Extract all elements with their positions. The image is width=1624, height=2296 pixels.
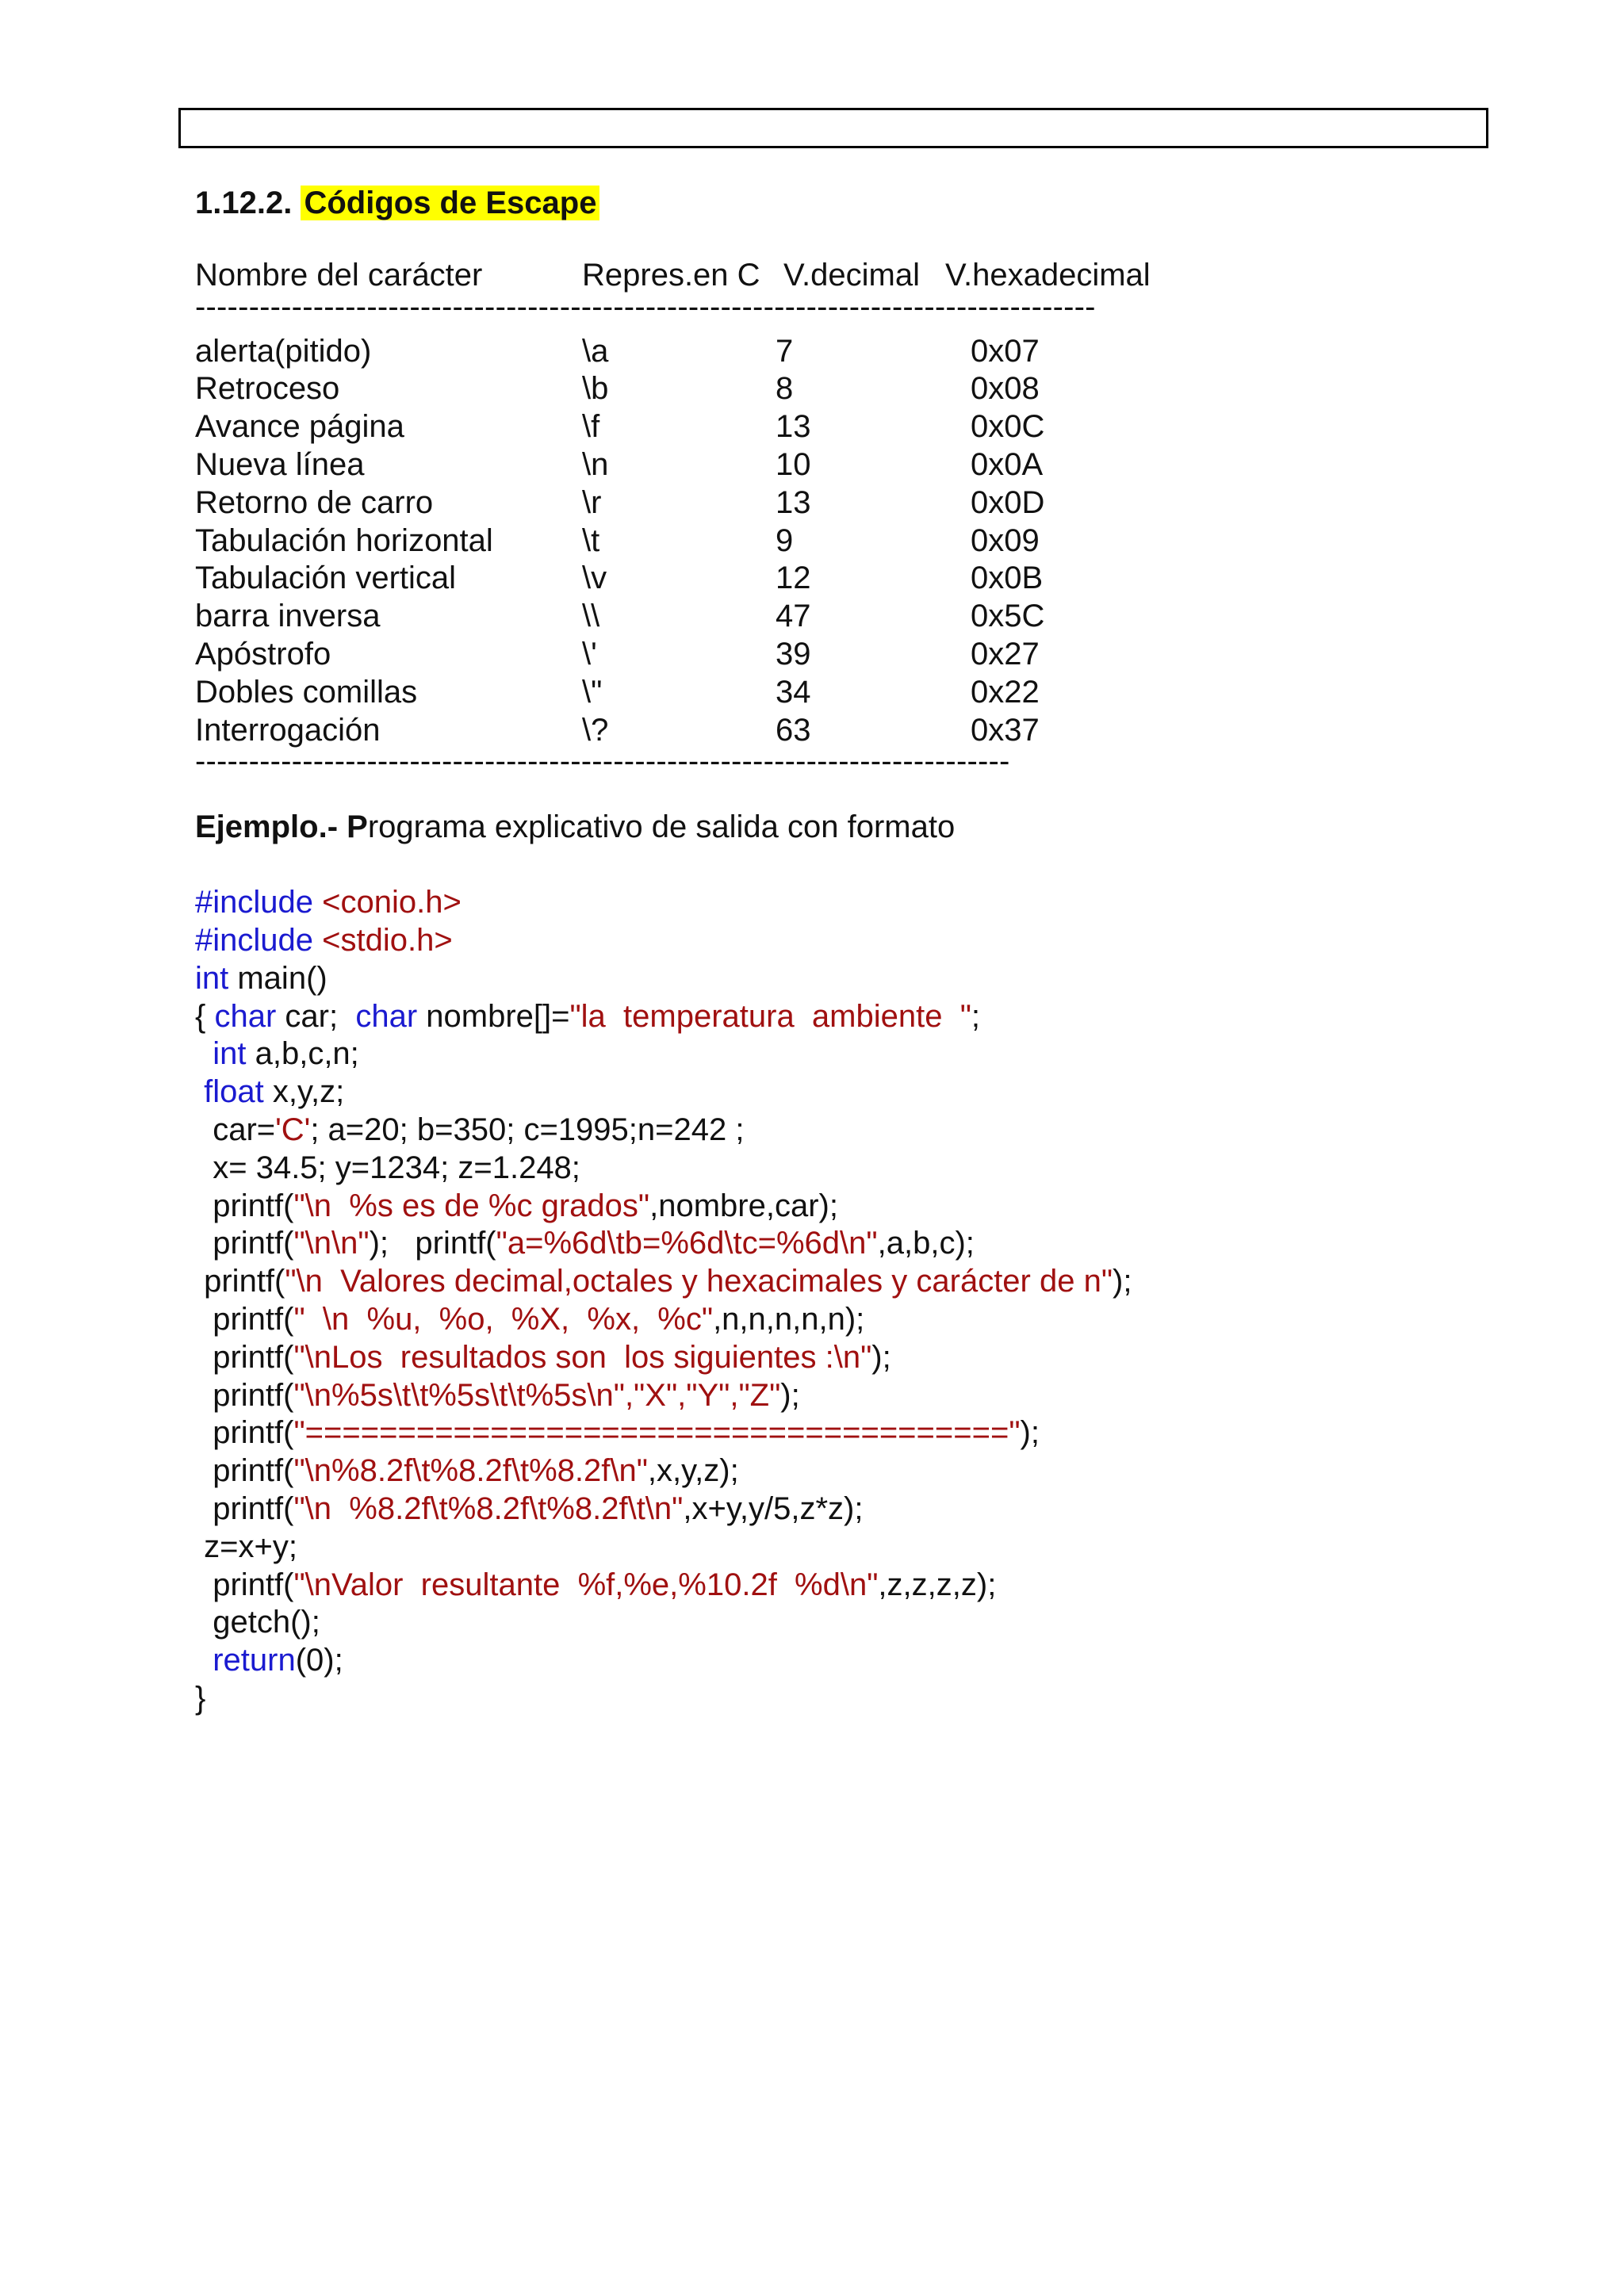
code-directive: #include bbox=[195, 885, 323, 920]
code-line bbox=[195, 1490, 1505, 1529]
code-string: "\nLos resultados son los siguientes :\n" bbox=[293, 1339, 872, 1375]
code-directive: #include bbox=[195, 922, 323, 958]
code-text: ; a=20; b=350; c=1995;n=242 ; bbox=[310, 1112, 745, 1147]
code-text: printf( bbox=[195, 1453, 294, 1489]
code-text bbox=[195, 1074, 204, 1109]
cell-hex: 0x0B bbox=[971, 561, 1044, 596]
code-text: ,a,b,c); bbox=[877, 1226, 975, 1261]
code-text: ,nombre,car); bbox=[649, 1188, 838, 1223]
code-string: <stdio.h> bbox=[322, 922, 453, 958]
code-text: printf( bbox=[195, 1377, 294, 1413]
cell-decimal: 10 bbox=[776, 446, 811, 482]
code-text: nombre[]= bbox=[417, 998, 570, 1034]
code-text: ); bbox=[780, 1377, 800, 1413]
code-text: printf( bbox=[195, 1415, 294, 1451]
cell-name: Nueva línea bbox=[195, 446, 365, 482]
cell-repr: \b bbox=[582, 371, 609, 407]
separator-bottom: ---------------------------------------------------------------------------- bbox=[195, 749, 1010, 779]
cell-name: Retorno de carro bbox=[195, 484, 434, 520]
table-row bbox=[195, 712, 1505, 750]
code-keyword: char bbox=[214, 998, 277, 1034]
code-line bbox=[195, 1642, 1505, 1680]
cell-name: Interrogación bbox=[195, 712, 381, 748]
code-line bbox=[195, 1339, 1505, 1377]
table-row bbox=[195, 446, 1505, 484]
separator-top: ------------------------------------------------------------------------------------ bbox=[195, 294, 1096, 324]
cell-decimal: 63 bbox=[776, 712, 811, 748]
document-body bbox=[195, 179, 1505, 1718]
code-keyword: int bbox=[195, 960, 229, 996]
code-line bbox=[195, 1225, 1505, 1263]
example-label: Ejemplo.- P bbox=[195, 809, 368, 845]
code-text: printf( bbox=[195, 1567, 294, 1602]
code-line bbox=[195, 1263, 1505, 1301]
code-text: ); printf( bbox=[369, 1226, 496, 1261]
cell-hex: 0x08 bbox=[971, 371, 1040, 407]
cell-repr: \n bbox=[582, 446, 609, 482]
cell-decimal: 34 bbox=[776, 674, 811, 710]
cell-hex: 0x07 bbox=[971, 333, 1040, 369]
page-header-box bbox=[178, 108, 1488, 148]
cell-hex: 0x5C bbox=[971, 599, 1045, 634]
code-string: "\n\n" bbox=[293, 1226, 370, 1261]
code-keyword: char bbox=[355, 998, 418, 1034]
section-heading bbox=[195, 179, 1505, 227]
cell-repr: \\ bbox=[582, 599, 600, 634]
code-line bbox=[195, 884, 1505, 922]
cell-decimal: 13 bbox=[776, 409, 811, 445]
cell-hex: 0x09 bbox=[971, 522, 1040, 558]
table-row bbox=[195, 484, 1505, 522]
cell-name: Tabulación horizontal bbox=[195, 522, 493, 558]
code-string: "\n %8.2f\t%8.2f\t%8.2f\t\n" bbox=[293, 1490, 684, 1526]
cell-name: Dobles comillas bbox=[195, 674, 418, 710]
escape-codes-table bbox=[195, 257, 1505, 787]
code-text: printf( bbox=[195, 1490, 294, 1526]
code-text: (0); bbox=[295, 1643, 343, 1678]
cell-hex: 0x22 bbox=[971, 674, 1040, 710]
section-title: Códigos de Escape bbox=[301, 186, 599, 220]
cell-decimal: 8 bbox=[776, 371, 794, 407]
cell-name: Tabulación vertical bbox=[195, 561, 457, 596]
cell-decimal: 39 bbox=[776, 636, 811, 672]
col-header-name: Nombre del carácter bbox=[195, 258, 483, 293]
example-caption bbox=[195, 808, 1505, 846]
code-line bbox=[195, 1452, 1505, 1490]
code-keyword: int bbox=[213, 1036, 247, 1072]
col-header-hex: V.hexadecimal bbox=[945, 258, 1151, 293]
code-line bbox=[195, 998, 1505, 1036]
code-text: ; bbox=[971, 998, 981, 1034]
code-string: "======================================" bbox=[293, 1415, 1021, 1451]
code-listing bbox=[195, 884, 1505, 1718]
code-string: "\n Valores decimal,octales y hexacimales y carácter de n" bbox=[285, 1264, 1113, 1299]
cell-repr: \f bbox=[582, 409, 600, 445]
code-line bbox=[195, 1301, 1505, 1339]
code-text: printf( bbox=[195, 1264, 285, 1299]
code-keyword: return bbox=[213, 1643, 296, 1678]
cell-hex: 0x27 bbox=[971, 636, 1040, 672]
cell-name: Apóstrofo bbox=[195, 636, 331, 672]
cell-repr: \t bbox=[582, 522, 600, 558]
cell-name: Retroceso bbox=[195, 371, 340, 407]
code-string: "a=%6d\tb=%6d\tc=%6d\n" bbox=[496, 1226, 878, 1261]
code-text: z=x+y; bbox=[195, 1529, 297, 1564]
code-text: ,n,n,n,n,n); bbox=[713, 1301, 865, 1337]
table-row bbox=[195, 598, 1505, 636]
table-body bbox=[195, 333, 1505, 750]
code-string: "\nValor resultante %f,%e,%10.2f %d\n" bbox=[293, 1567, 879, 1602]
code-text: { bbox=[195, 998, 215, 1034]
code-text: printf( bbox=[195, 1339, 294, 1375]
code-keyword: float bbox=[204, 1074, 264, 1110]
code-text: printf( bbox=[195, 1188, 294, 1223]
table-row bbox=[195, 636, 1505, 674]
code-string: "\n%8.2f\t%8.2f\t%8.2f\n" bbox=[293, 1453, 648, 1489]
table-row bbox=[195, 370, 1505, 408]
cell-repr: \" bbox=[582, 674, 603, 710]
code-text: car= bbox=[195, 1112, 276, 1147]
code-text: ); bbox=[1020, 1415, 1040, 1451]
code-line bbox=[195, 922, 1505, 960]
cell-repr: \v bbox=[582, 561, 607, 596]
cell-decimal: 9 bbox=[776, 522, 794, 558]
cell-decimal: 7 bbox=[776, 333, 794, 369]
code-text: getch(); bbox=[195, 1605, 320, 1640]
code-text: x,y,z; bbox=[263, 1074, 345, 1110]
code-text: ,x,y,z); bbox=[647, 1453, 739, 1489]
cell-decimal: 13 bbox=[776, 484, 811, 520]
cell-repr: \? bbox=[582, 712, 609, 748]
cell-name: barra inversa bbox=[195, 599, 381, 634]
code-string: 'C' bbox=[275, 1112, 311, 1147]
table-row bbox=[195, 674, 1505, 712]
code-text: x= 34.5; y=1234; z=1.248; bbox=[195, 1150, 580, 1185]
section-number: 1.12.2. bbox=[195, 186, 293, 220]
cell-repr: \r bbox=[582, 484, 602, 520]
code-text: } bbox=[195, 1680, 206, 1716]
code-line bbox=[195, 1073, 1505, 1112]
example-text: rograma explicativo de salida con formato bbox=[367, 809, 956, 845]
code-line bbox=[195, 1377, 1505, 1415]
code-line bbox=[195, 1150, 1505, 1188]
table-row bbox=[195, 408, 1505, 446]
code-line bbox=[195, 1567, 1505, 1605]
code-line bbox=[195, 1414, 1505, 1452]
code-string: <conio.h> bbox=[322, 885, 462, 920]
cell-name: Avance página bbox=[195, 409, 404, 445]
cell-repr: \' bbox=[582, 636, 597, 672]
cell-decimal: 47 bbox=[776, 599, 811, 634]
col-header-repr: Repres.en C bbox=[582, 258, 760, 293]
table-row bbox=[195, 333, 1505, 371]
code-text: a,b,c,n; bbox=[246, 1036, 359, 1072]
code-text: ); bbox=[871, 1339, 891, 1375]
cell-hex: 0x0D bbox=[971, 484, 1045, 520]
table-row bbox=[195, 522, 1505, 561]
code-string: "\n %s es de %c grados" bbox=[293, 1188, 650, 1223]
table-row bbox=[195, 560, 1505, 598]
code-string: "la temperatura ambiente " bbox=[569, 998, 971, 1034]
cell-hex: 0x0A bbox=[971, 446, 1044, 482]
code-text: ,x+y,y/5,z*z); bbox=[683, 1490, 864, 1526]
code-line bbox=[195, 1112, 1505, 1150]
code-text: printf( bbox=[195, 1301, 294, 1337]
cell-repr: \a bbox=[582, 333, 609, 369]
code-string: " \n %u, %o, %X, %x, %c" bbox=[293, 1301, 714, 1337]
code-line bbox=[195, 1035, 1505, 1073]
code-text: main() bbox=[228, 960, 327, 996]
code-line bbox=[195, 1680, 1505, 1718]
code-line bbox=[195, 1604, 1505, 1642]
code-line bbox=[195, 1188, 1505, 1226]
code-text: car; bbox=[276, 998, 356, 1034]
code-text: ); bbox=[1113, 1264, 1132, 1299]
cell-name: alerta(pitido) bbox=[195, 333, 372, 369]
code-text bbox=[195, 1036, 213, 1071]
code-line bbox=[195, 1529, 1505, 1567]
code-text bbox=[195, 1643, 213, 1678]
col-header-decimal: V.decimal bbox=[783, 258, 920, 293]
table-header-row bbox=[195, 257, 1505, 295]
cell-hex: 0x37 bbox=[971, 712, 1040, 748]
code-text: ,z,z,z,z); bbox=[878, 1567, 997, 1602]
cell-decimal: 12 bbox=[776, 561, 811, 596]
cell-hex: 0x0C bbox=[971, 409, 1045, 445]
code-line bbox=[195, 960, 1505, 998]
code-text: printf( bbox=[195, 1226, 294, 1261]
code-string: "\n%5s\t\t%5s\t\t%5s\n","X","Y","Z" bbox=[293, 1377, 781, 1413]
